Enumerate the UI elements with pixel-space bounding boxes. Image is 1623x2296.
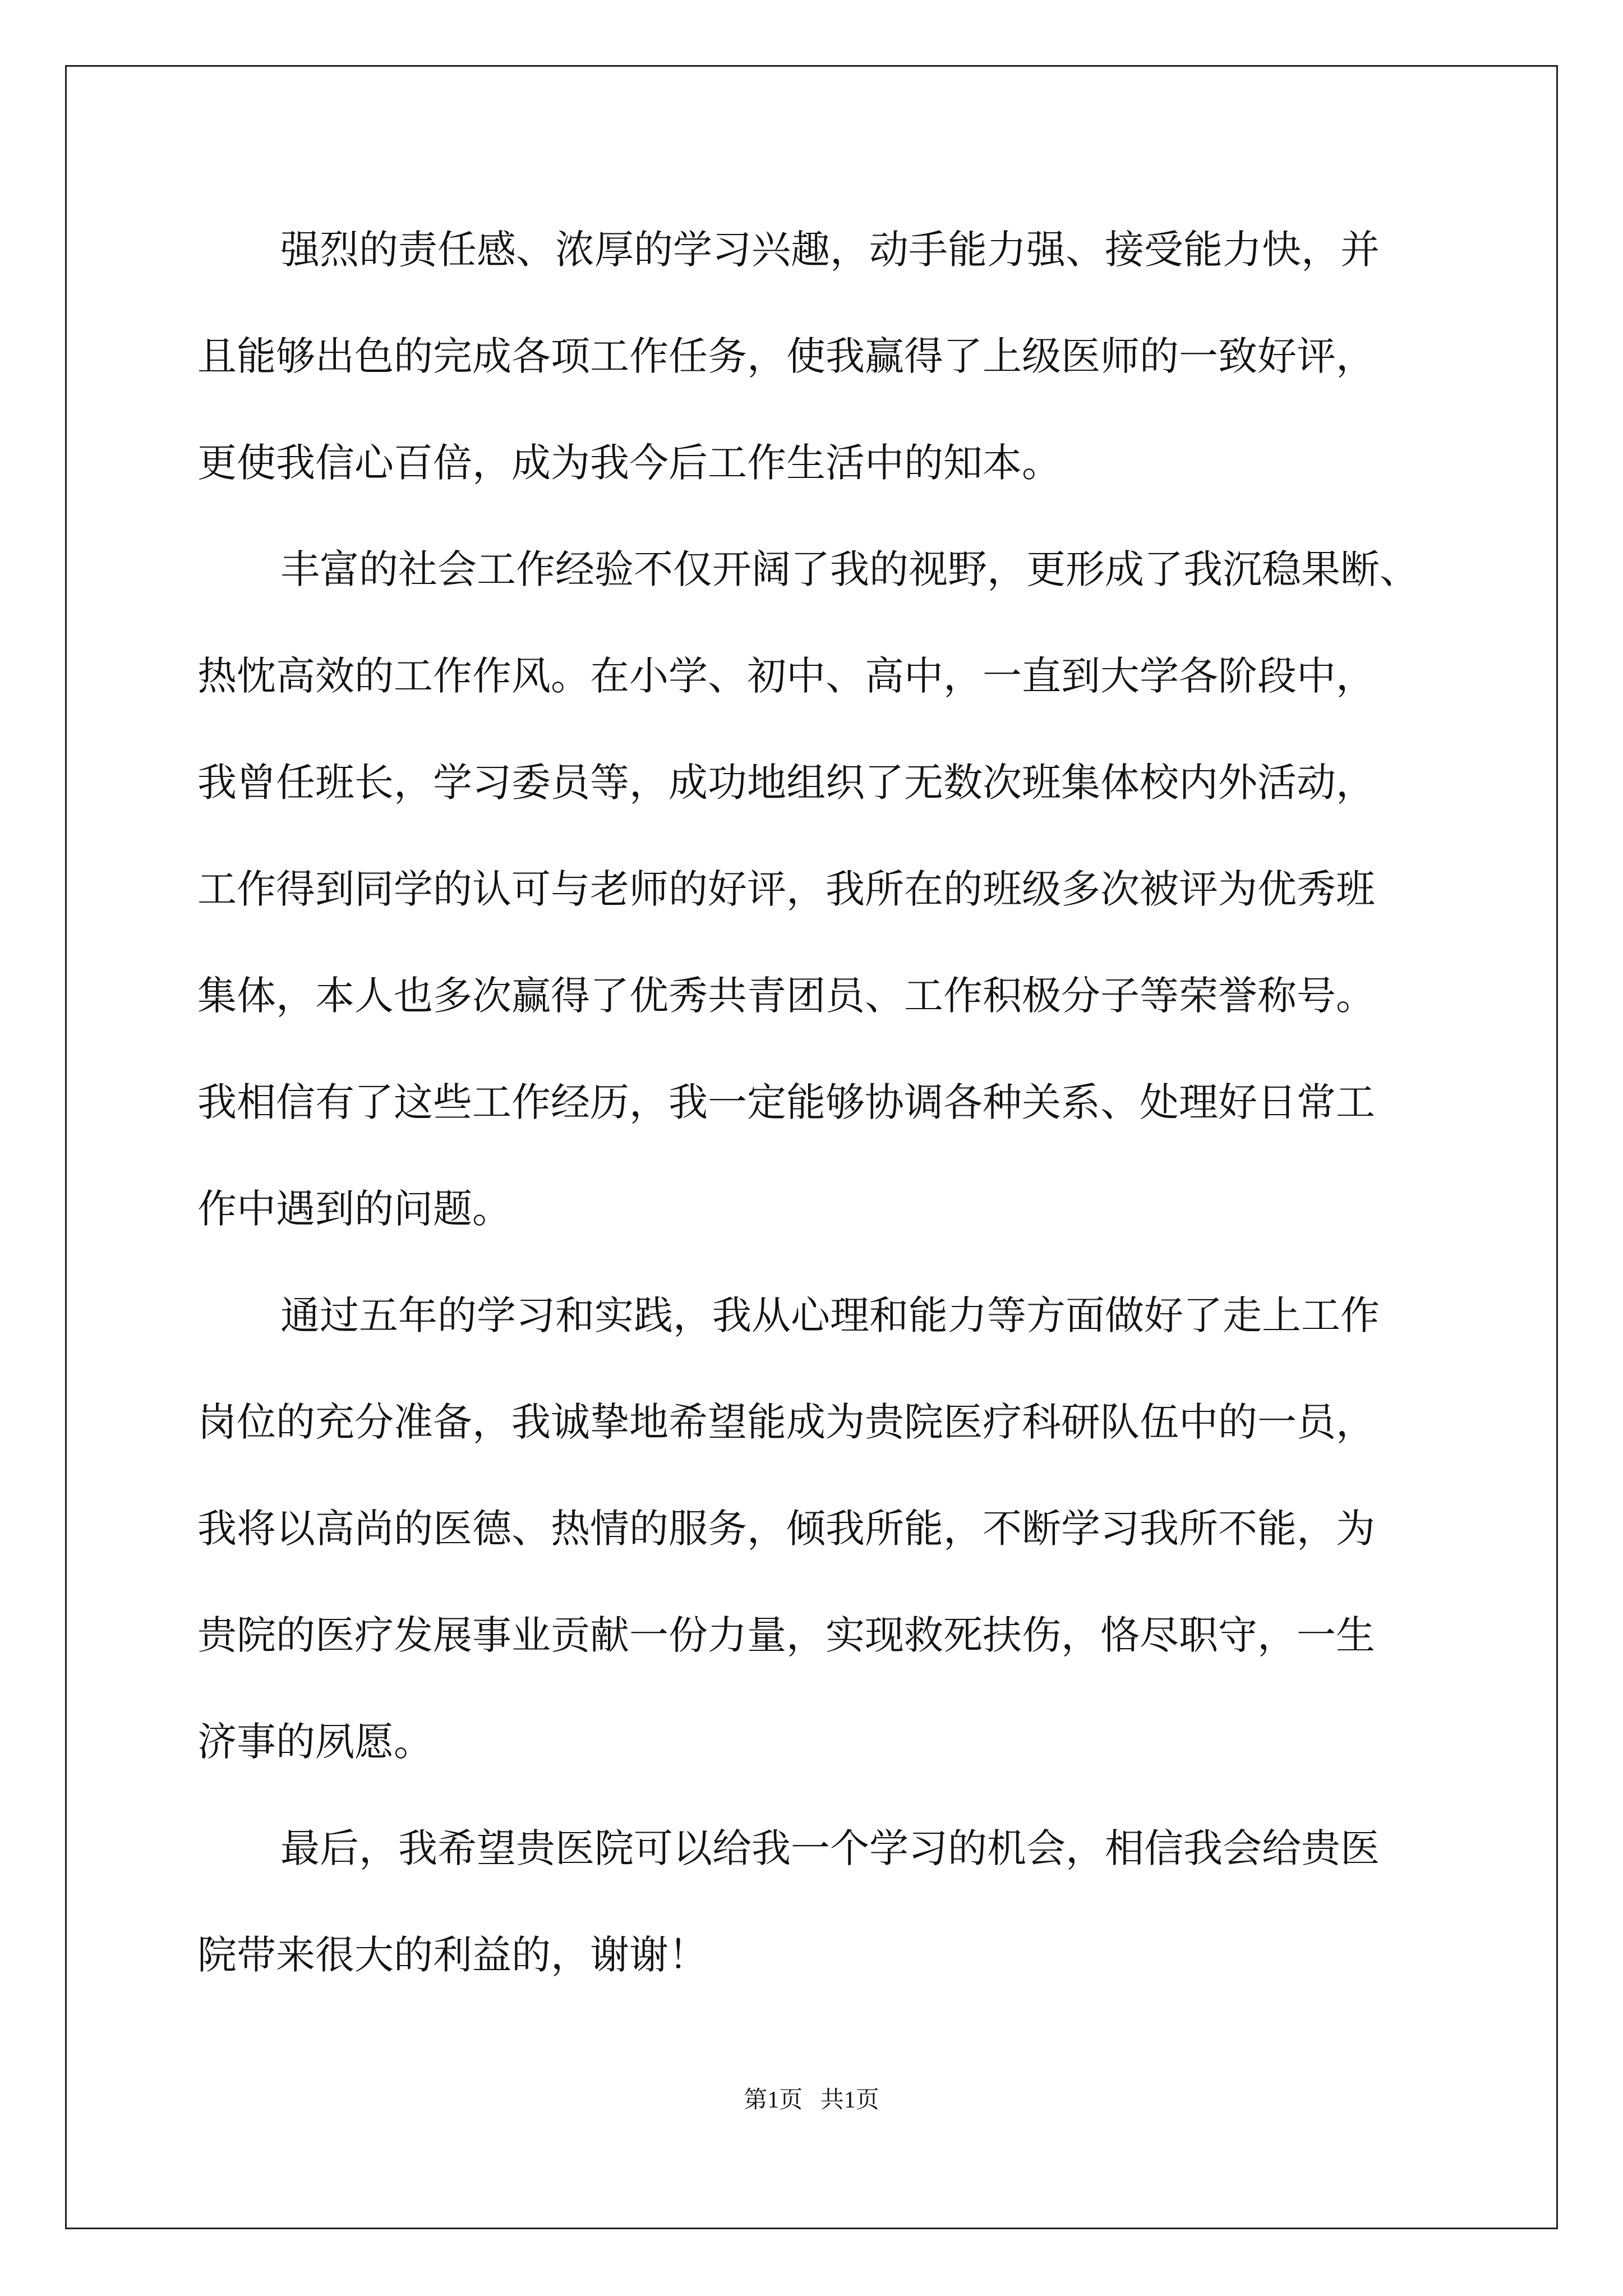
paragraph-line: 我相信有了这些工作经历，我一定能够协调各种关系、处理好日常工 (197, 1079, 1375, 1125)
paragraph-line: 我将以高尚的医德、热情的服务，倾我所能，不断学习我所不能，为 (197, 1506, 1375, 1552)
paragraph-line: 热忱高效的工作作风。在小学、初中、高中，一直到大学各阶段中， (197, 653, 1375, 699)
paragraph-line: 岗位的充分准备，我诚挚地希望能成为贵院医疗科研队伍中的一员， (197, 1399, 1375, 1445)
paragraph-line: 最后，我希望贵医院可以给我一个学习的机会，相信我会给贵医 (280, 1825, 1380, 1871)
paragraph-line: 我曾任班长，学习委员等，成功地组织了无数次班集体校内外活动， (197, 760, 1375, 806)
paragraph-line: 且能够出色的完成各项工作任务，使我赢得了上级医师的一致好评， (197, 333, 1375, 379)
paragraph-line: 通过五年的学习和实践，我从心理和能力等方面做好了走上工作 (280, 1292, 1380, 1338)
paragraph-line: 工作得到同学的认可与老师的好评，我所在的班级多次被评为优秀班 (197, 866, 1375, 912)
paragraph-line: 作中遇到的问题。 (197, 1186, 511, 1232)
paragraph-line: 贵院的医疗发展事业贡献一份力量，实现救死扶伤，恪尽职守，一生 (197, 1612, 1375, 1658)
paragraph-line: 丰富的社会工作经验不仅开阔了我的视野，更形成了我沉稳果断、 (280, 546, 1419, 592)
paragraph-line: 强烈的责任感、浓厚的学习兴趣，动手能力强、接受能力快，并 (280, 227, 1380, 273)
page-number-footer: 第1页 共1页 (744, 2087, 879, 2113)
document-body (197, 208, 1431, 2019)
paragraph-line: 院带来很大的利益的，谢谢！ (197, 1932, 708, 1978)
paragraph-line: 更使我信心百倍，成为我今后工作生活中的知本。 (197, 440, 1061, 486)
paragraph-line: 济事的夙愿。 (197, 1719, 433, 1765)
paragraph-line: 集体，本人也多次赢得了优秀共青团员、工作积极分子等荣誉称号。 (197, 973, 1375, 1019)
